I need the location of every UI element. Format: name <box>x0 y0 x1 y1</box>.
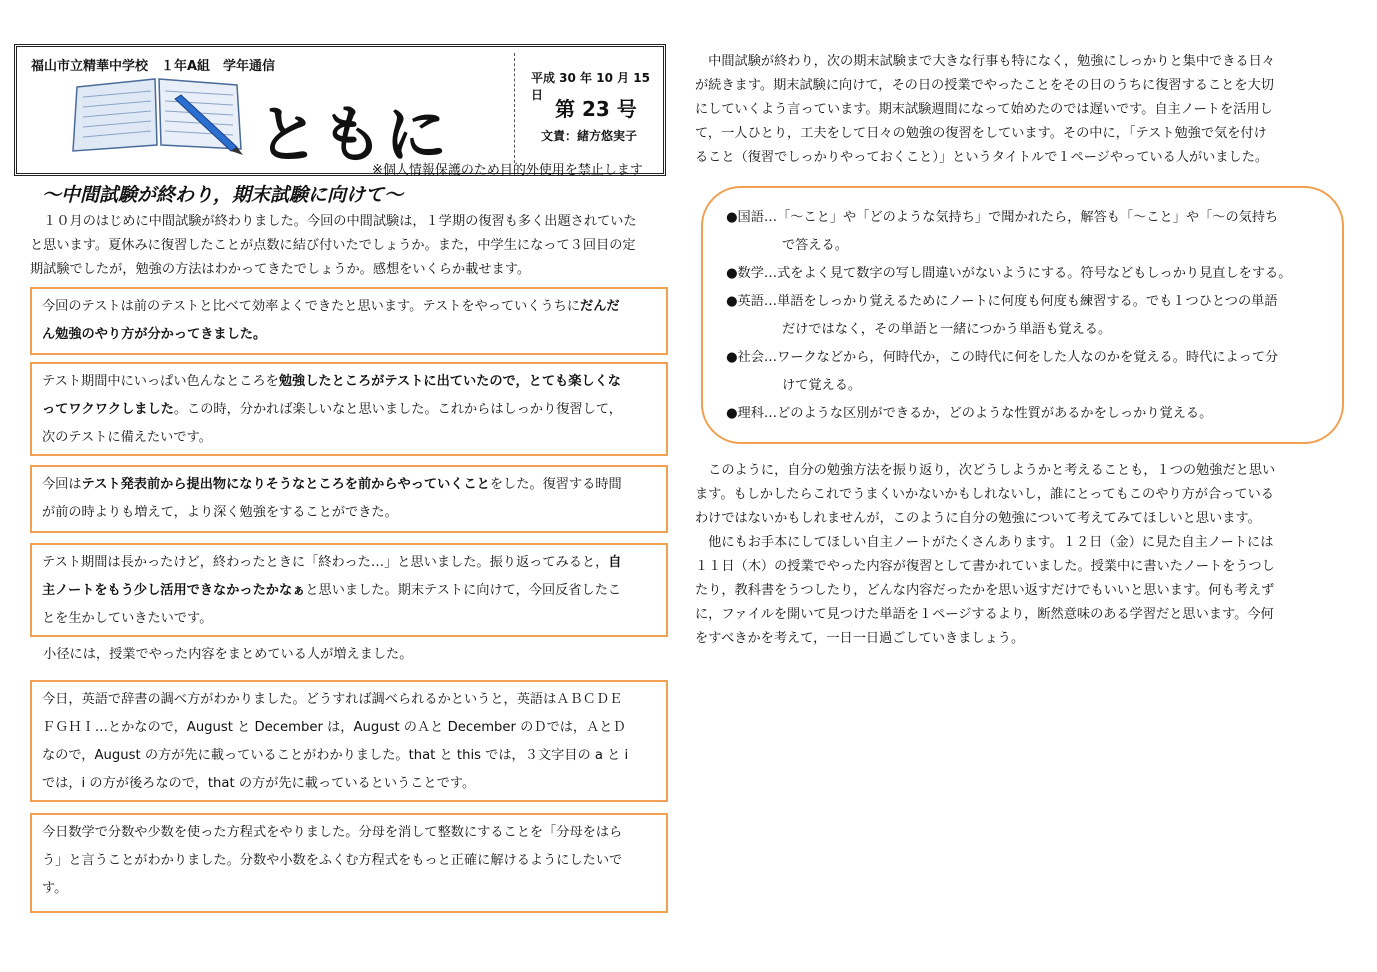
left-intro-paragraph <box>30 210 680 282</box>
text-line <box>42 293 656 321</box>
text-line: 今日，英語で辞書の調べ方がわかりました。どうすれば調べられるかというと，英語はＡＢＣＤＥ <box>42 692 623 707</box>
comment-box-6 <box>30 813 668 913</box>
text-line: て，一人ひとり，工夫をして日々の勉強の復習をしています。その中に，「テスト勉強で気を付け <box>695 126 1267 141</box>
tip-english-cont: だけではなく，その単語と一緒につかう単語も覚える。 <box>782 322 1112 337</box>
text-line <box>42 396 656 424</box>
text-line: 中間試験が終わり，次の期末試験まで大きな行事も特になく，勉強にしっかりと集中できる日々 <box>695 54 1275 69</box>
bold-text: ってワクワクしました <box>42 402 174 417</box>
text-span: 今回のテストは前のテストと比べて効率よくできたと思います。テストをやっていくうちに <box>42 299 581 314</box>
tip-japanese: ●国語…「〜こと」や「どのような気持ち」で聞かれたら，解答も「〜こと」や「〜の気持ち <box>726 210 1279 225</box>
text-span: 今回は <box>42 477 82 492</box>
text-line: 今日数学で分数や少数を使った方程式をやりました。分母を消して整数にすることを「分母をはら <box>42 825 623 840</box>
text-line <box>42 471 656 499</box>
text-line: と思います。夏休みに復習したことが点数に結び付いたでしょうか。また，中学生になって３回目の定 <box>30 238 636 253</box>
text-line: が前の時よりも増えて，より深く勉強をすることができた。 <box>42 505 398 520</box>
text-line <box>42 549 656 577</box>
text-line: 他にもお手本にしてほしい自主ノートがたくさんあります。１２日（金）に見た自主ノートには <box>695 535 1274 550</box>
issue-number: 第 23 号 <box>555 97 637 121</box>
text-line: １０月のはじめに中間試験が終わりました。今回の中間試験は，１学期の復習も多く出題されていた <box>30 214 637 229</box>
komichi-note: 小径には，授業でやった内容をまとめている人が増えました。 <box>30 647 413 662</box>
text-line <box>42 368 656 396</box>
bold-text: テスト発表前から提出物になりそうなところを前からやっていくこと <box>81 477 490 492</box>
comment-box-4 <box>30 543 668 637</box>
text-line: 次のテストに備えたいです。 <box>42 430 212 445</box>
text-line: ること（復習でしっかりやっておくこと）」というタイトルで１ページやっている人がいました。 <box>695 150 1269 165</box>
text-line: では，i の方が後ろなので，that の方が先に載っているということです。 <box>42 776 476 791</box>
text-span: テスト期間中にいっぱい色んなところを <box>42 374 279 389</box>
issue-date: 平成 30 年 10 月 15 日 <box>531 71 650 102</box>
text-line: ます。もしかしたらこれでうまくいかないかもしれないし，誰にとってもこのやり方が合っている <box>695 487 1274 502</box>
text-line: このように，自分の勉強方法を振り返り，次どうしようかと考えることも，１つの勉強だと思い <box>695 463 1276 478</box>
privacy-notice: ※個人情報保護のため目的外使用を禁止します <box>372 163 643 178</box>
notebook-pencil-icon <box>67 75 247 155</box>
tip-math: ●数学…式をよく見て数字の写し間違いがないようにする。符号などもしっかり見直しをする。 <box>726 266 1292 281</box>
text-span: と思いました。期末テストに向けて，今回反省したこ <box>305 583 622 598</box>
tip-social: ●社会…ワークなどから，何時代か，この時代に何をした人なのかを覚える。時代によって分 <box>726 350 1279 365</box>
text-line: なので，August の方が先に載っていることがわかりました。that と this では，３文字目の a と i <box>42 748 629 763</box>
school-line: 福山市立精華中学校 １年A組 学年通信 <box>31 59 276 74</box>
tip-japanese-cont: で答える。 <box>782 238 848 253</box>
text-line: にしていくよう言っています。期末試験週間になって始めたのでは遅いです。自主ノートを活用し <box>695 102 1273 117</box>
text-line: に，ファイルを開いて見つけた単語を１ページするより，断然意味のある学習だと思います。今何 <box>695 607 1274 622</box>
right-intro-paragraph <box>695 50 1355 170</box>
bold-text: ん勉強のやり方が分かってきました。 <box>42 327 267 342</box>
masthead-divider <box>514 53 515 163</box>
section-headline: 〜中間試験が終わり，期末試験に向けて〜 <box>42 184 404 206</box>
text-line: が続きます。期末試験に向けて，その日の授業でやったことをその日のうちに復習することを大切 <box>695 78 1274 93</box>
text-line: 期試験でしたが，勉強の方法はわかってきたでしょうか。感想をいくらか載せます。 <box>30 262 531 277</box>
comment-box-1 <box>30 287 668 355</box>
text-line: たり，教科書をうつしたり，どんな内容だったかを思い返すだけでもいいと思います。何も考えず <box>695 583 1275 598</box>
masthead <box>14 44 666 176</box>
text-line: １１日（木）の授業でやった内容が復習として書かれていました。授業中に書いたノートをうつし <box>695 559 1275 574</box>
bold-text: 主ノートをもう少し活用できなかったかなぁ <box>42 583 306 598</box>
text-line: ＦＧＨＩ…とかなので，August と December は，August のＡと December のＤでは，ＡとＤ <box>42 720 626 735</box>
text-line: わけではないかもしれませんが，このように自分の勉強について考えてみてほしいと思います。 <box>695 511 1261 526</box>
bold-text: 勉強したところがテストに出ていたので，とても楽しくな <box>278 374 621 389</box>
tip-english: ●英語…単語をしっかり覚えるためにノートに何度も何度も練習する。でも１つひとつの単語 <box>726 294 1278 309</box>
comment-box-5 <box>30 680 668 802</box>
tip-social-cont: けて覚える。 <box>782 378 862 393</box>
text-line: う」と言うことがわかりました。分数や小数をふくむ方程式をもっと正確に解けるようにしたいで <box>42 853 623 868</box>
right-closing-paragraph <box>695 459 1355 651</box>
text-line: とを生かしていきたいです。 <box>42 611 213 626</box>
bold-text: だんだ <box>580 299 620 314</box>
text-line: をすべきかを考えて，一日一日過ごしていきましょう。 <box>695 631 1025 646</box>
comment-box-2 <box>30 362 668 456</box>
comment-box-3 <box>30 465 668 533</box>
text-span: テスト期間は長かったけど，終わったときに「終わった…」と思いました。振り返ってみると， <box>42 555 609 570</box>
text-line: す。 <box>42 881 68 896</box>
text-line <box>42 321 656 349</box>
tip-science: ●理科…どのような区別ができるか，どのような性質があるかをしっかり覚える。 <box>726 406 1213 421</box>
text-line <box>42 577 656 605</box>
text-span: をした。復習する時間 <box>489 477 622 492</box>
text-span: 。この時，分かれば楽しいなと思いました。これからはしっかり復習して， <box>173 402 622 417</box>
bold-text: 自 <box>608 555 622 570</box>
editor-credit: 文責：緒方悠実子 <box>541 129 638 143</box>
newsletter-title: ともに <box>257 98 450 171</box>
